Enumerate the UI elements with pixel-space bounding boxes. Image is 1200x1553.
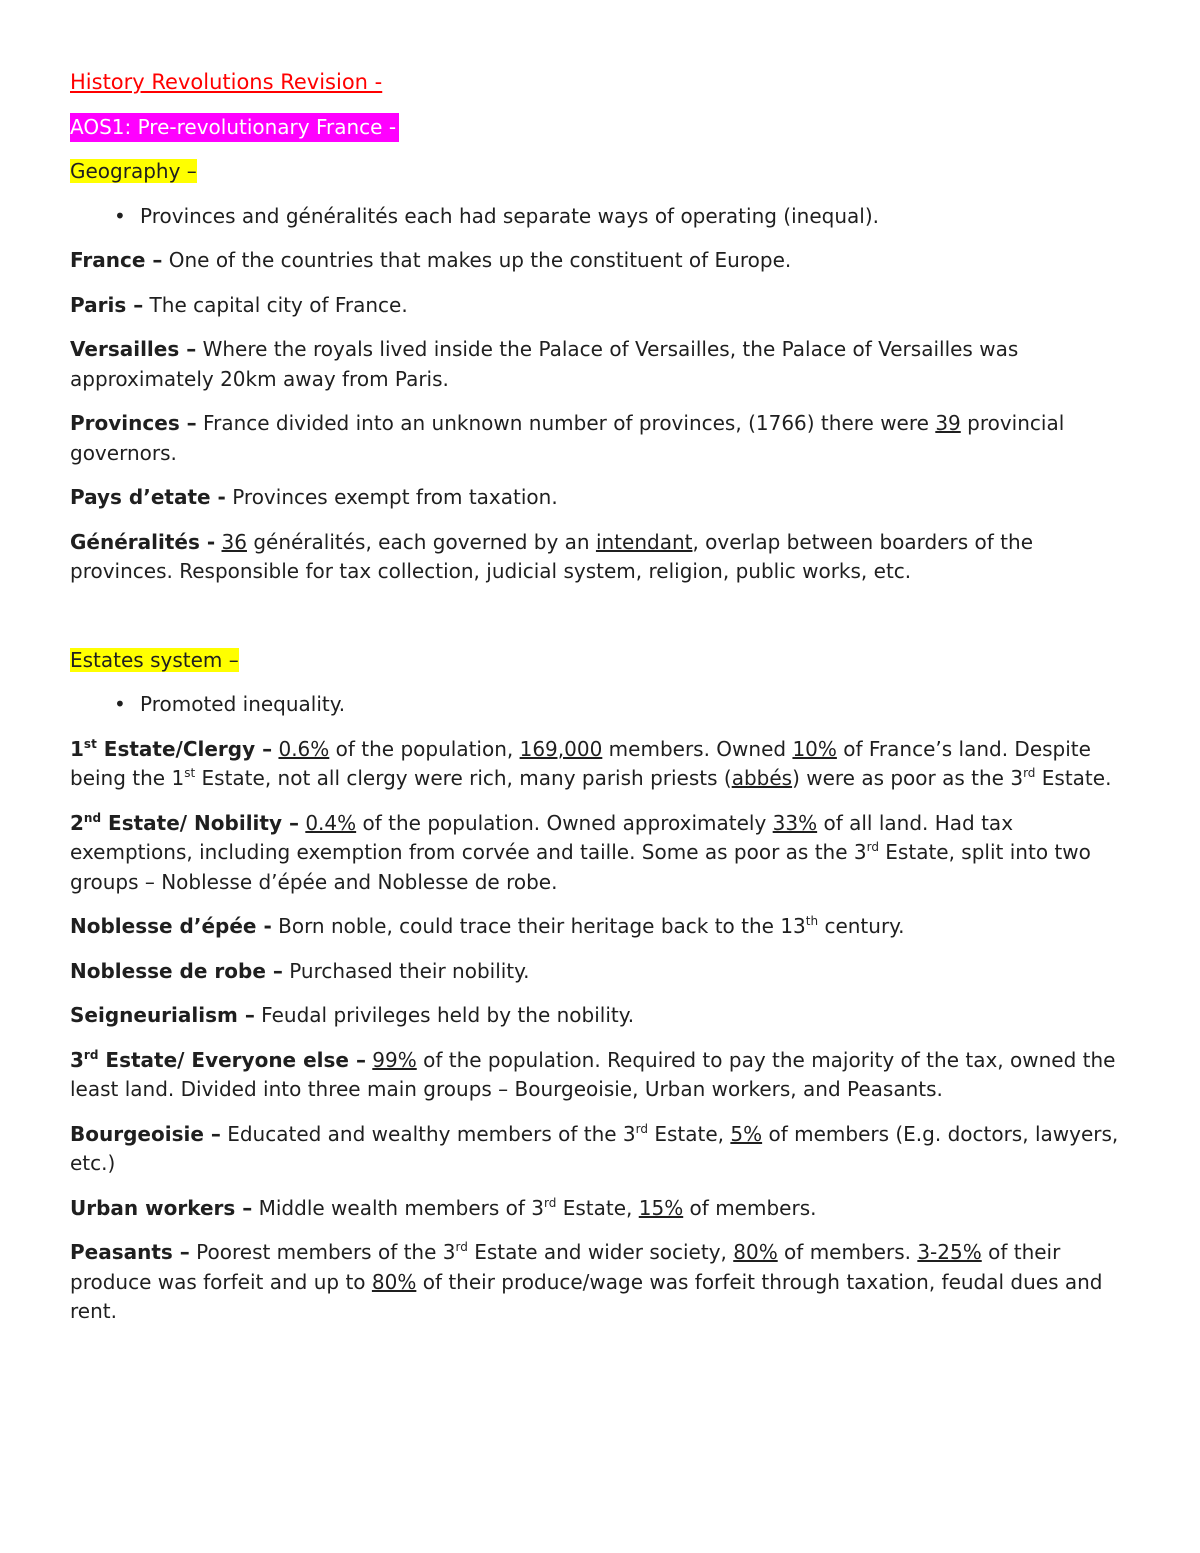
term: Paris – [70,292,144,317]
aos-heading-row [70,113,1140,143]
underlined-value: 5% [730,1121,763,1146]
definition-text: of the population, [329,736,520,761]
term: Versailles – [70,337,197,361]
term: Seigneurialism – [70,1003,255,1027]
definition-provinces [70,409,1140,468]
underlined-value: 39 [935,411,961,435]
underlined-value: 3-25% [917,1240,982,1264]
definition-text: Estate, [648,1121,731,1146]
definition-text: Purchased their nobility. [282,958,530,983]
definition-noblesse-de-robe [70,957,1140,987]
definition-text: Estate, [556,1195,639,1220]
term: Peasants – [70,1240,190,1264]
definition-text: Feudal privileges held by the nobility. [254,1003,635,1027]
definition-text: of members. [777,1240,918,1264]
definition-text: of the population. Required to pay the majority of the tax, owned the least land. Divided into three main groups – Bourgeoisie, Urban workers, and Peasants. [70,1047,1116,1101]
term-number: 3 [70,1047,84,1072]
term-number: 2 [70,810,84,835]
underlined-value: 33% [772,810,818,835]
term-number: 1 [70,736,84,761]
definition-text: Estate and wider society, [467,1240,734,1264]
definition-third-estate [70,1046,1140,1105]
definition-text: Born noble, could trace their heritage back to the 13 [271,914,806,938]
term-text: Estate/ Nobility – [101,810,299,835]
definition-text: Poorest members of the 3 [189,1240,456,1264]
definition-text: of their produce was forfeit and up to [70,1240,1061,1294]
superscript: st [83,736,97,751]
term: Provinces – [70,411,197,435]
definition-peasants [70,1238,1140,1327]
definition-urban-workers [70,1194,1140,1224]
underlined-value: 36 [221,529,247,554]
definition-bourgeoisie [70,1120,1140,1179]
definition-text: Middle wealth members of 3 [252,1195,545,1220]
definition-text: provincial governors. [70,411,1065,465]
underlined-value: 80% [733,1240,778,1264]
geography-bullet-list [70,202,1140,232]
document-page [70,68,1140,1342]
definition-text: of members (E.g. doctors, lawyers, etc.) [70,1121,1119,1175]
estates-bullet: • Promoted inequality. [70,690,1140,720]
definition-seigneurialism [70,1001,1140,1031]
definition-versailles [70,335,1140,394]
definition-text: of their produce/wage was forfeit through taxation, feudal dues and rent. [70,1269,1103,1323]
superscript: th [805,914,819,928]
underlined-value: intendant [595,529,693,554]
term: Urban workers – [70,1195,253,1220]
geography-heading: Geography – [70,159,197,183]
definition-text: One of the countries that makes up the constituent of Europe. [162,248,792,272]
underlined-value: 80% [371,1269,417,1294]
term: Généralités - [70,529,216,554]
underlined-value: 169,000 [519,736,603,761]
definition-text: of France’s land. Despite being the 1 [70,736,1091,790]
estates-bullet-list [70,690,1140,720]
superscript: rd [83,1047,99,1062]
superscript: st [184,766,196,780]
definition-paris [70,291,1140,321]
section-spacer [70,602,1140,646]
underlined-value: 15% [638,1195,684,1220]
definition-text: généralités, each governed by an [246,529,596,554]
underlined-value: 0.6% [278,736,330,761]
estates-heading-row [70,646,1140,676]
superscript: rd [1023,766,1036,780]
term [70,1048,366,1072]
document-title: History Revolutions Revision - [70,70,383,94]
superscript: nd [83,810,102,825]
underlined-value: 99% [372,1047,417,1072]
definition-text: of the population. Owned approximately [356,810,773,835]
definition-text: century. [818,914,905,938]
superscript: rd [635,1121,648,1136]
term [70,737,272,761]
definition-text: , overlap between boarders of the provinces. Responsible for tax collection, judicial system, religion, public works, etc. [70,529,1034,583]
underlined-value: 0.4% [305,810,357,835]
definition-generalites [70,528,1140,587]
definition-text: of members. [683,1195,817,1220]
term: Pays d’etate - [70,485,226,509]
definition-text: ) were as poor as the 3 [792,766,1024,790]
underlined-value: abbés [731,766,793,790]
definition-text: Where the royals lived inside the Palace of Versailles, the Palace of Versailles was approximately 20km away from Paris. [70,337,1019,391]
estates-heading: Estates system – [70,647,239,672]
term-text: Estate/ Everyone else – [98,1047,366,1072]
superscript: rd [866,840,879,854]
geography-heading-row [70,157,1140,187]
definition-france [70,246,1140,276]
geography-bullet: • Provinces and généralités each had separate ways of operating (inequal). [70,202,1140,232]
definition-second-estate [70,809,1140,898]
definition-pays-detate [70,483,1140,513]
term [70,811,299,835]
aos-heading: AOS1: Pre-revolutionary France - [70,113,399,143]
definition-text: Educated and wealthy members of the 3 [220,1121,636,1146]
term: Noblesse de robe – [70,958,283,983]
definition-first-estate [70,735,1140,794]
term: Bourgeoisie – [70,1121,221,1146]
superscript: rd [544,1195,557,1210]
definition-text: Provinces exempt from taxation. [225,485,558,509]
term: Noblesse d’épée - [70,914,272,938]
definition-text: Estate, split into two groups – Noblesse d’épée and Noblesse de robe. [70,840,1091,894]
definition-text: members. Owned [602,736,793,761]
term-text: Estate/Clergy – [96,736,273,761]
definition-text: of all land. Had tax exemptions, including exemption from corvée and taille. Some as poor as the 3 [70,810,1014,864]
term: France – [70,248,163,272]
definition-text: Estate. [1035,766,1112,790]
superscript: rd [455,1240,468,1254]
definition-text: Estate, not all clergy were rich, many parish priests ( [195,766,732,790]
underlined-value: 10% [792,736,837,761]
definition-text: France divided into an unknown number of provinces, (1766) there were [196,411,936,435]
definition-text: The capital city of France. [143,292,408,317]
definition-noblesse-depee [70,912,1140,942]
